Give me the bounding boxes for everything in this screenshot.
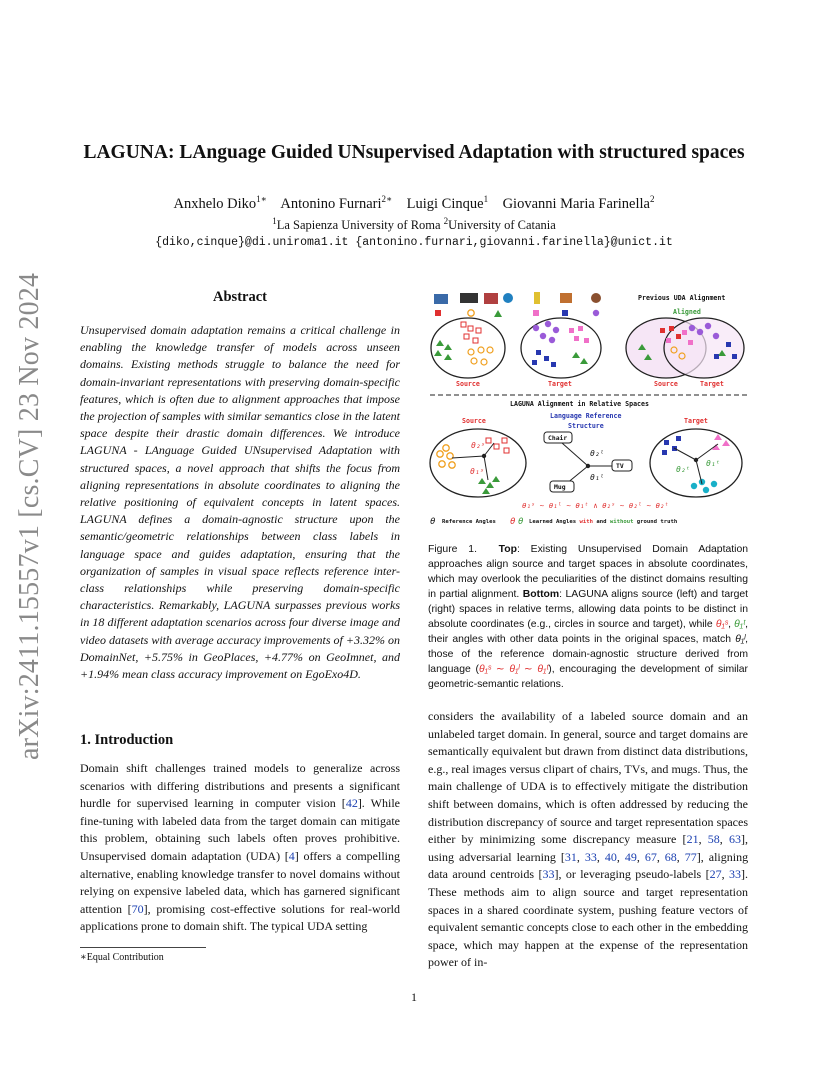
paper-title: LAGUNA: LAnguage Guided UNsupervised Adaptation with structured spaces	[83, 142, 745, 163]
icon-shapes-row	[435, 310, 599, 317]
theta-t1-label: θ₁ᵗ	[706, 459, 721, 468]
citation-link[interactable]: 33	[542, 867, 555, 882]
source-points	[434, 322, 493, 365]
author-4: Giovanni Maria Farinella$^2$	[502, 194, 655, 212]
legend-theta-red-icon: θ	[510, 517, 516, 527]
author-1: Anxhelo Diko$^{1∗}$	[173, 194, 267, 212]
citation-link[interactable]: 31	[564, 849, 577, 864]
footnote: ∗Equal Contribution	[80, 952, 164, 963]
paragraph-text: ,	[719, 832, 729, 847]
citation-link[interactable]: 58	[707, 832, 720, 847]
paragraph-text: ,	[656, 849, 665, 864]
paragraph-text: ]. These methods aim to align source and target representation spaces in a shared coordinate system, pushing feature vectors of equivalent semantic concepts close to each other in the embedding space, which may happen at the expense of the representation power of in-	[428, 867, 748, 970]
theta-l1-label: θ₁ˡ	[590, 473, 605, 482]
paragraph-text: ,	[721, 867, 729, 882]
citation-link[interactable]: 42	[345, 796, 358, 811]
theta-l2-label: θ₂ˡ	[590, 449, 605, 458]
theta-t2-label: θ₂ᵗ	[676, 465, 691, 474]
section-heading-introduction: 1. Introduction	[80, 732, 174, 748]
citation-link[interactable]: 63	[729, 832, 741, 847]
tv-node-label: TV	[616, 462, 624, 470]
author-list	[60, 194, 768, 213]
target-label-aligned: Target	[700, 380, 724, 388]
mug-photo-icon	[484, 293, 498, 304]
paragraph-text: ,	[596, 849, 605, 864]
author-2: Antonino Furnari$^{2∗}$	[280, 194, 393, 212]
citation-link[interactable]: 21	[686, 832, 699, 847]
chair-clipart-icon	[534, 292, 540, 304]
previous-uda-title: Previous UDA Alignment	[638, 294, 726, 302]
language-reference-label-2: Structure	[568, 422, 604, 430]
legend-reference-angles: Reference Angles	[442, 519, 496, 525]
legend-theta-green-icon: θ	[518, 517, 524, 527]
paragraph-text: ,	[676, 849, 685, 864]
tv-clipart-icon	[560, 293, 572, 303]
paragraph-text: ,	[576, 849, 585, 864]
source-label-top: Source	[456, 380, 480, 388]
source-label-bottom: Source	[462, 417, 486, 425]
citation-link[interactable]: 4	[288, 848, 295, 863]
paragraph-text: ]. While fine-tuning with labeled data from the target domain can mitigate this problem, obtaining such labels often proves prohibitive. Unsupervised domain adaptation (UDA) [	[80, 796, 400, 863]
paragraph-text: ], aligning data around centroids [	[428, 849, 749, 882]
paragraph-text: ], using adversarial learning [	[428, 832, 748, 864]
author-3: Luigi Cinque$^1$	[406, 194, 489, 212]
paragraph-text: ], promising cost-effective solutions for real-world applications prone to domain shift. The typical UDA setting	[80, 901, 401, 934]
theta-s1-label: θ₁ˢ	[470, 467, 485, 476]
paragraph-text: ], or leveraging pseudo-labels [	[554, 867, 710, 882]
source-label-aligned: Source	[654, 380, 678, 388]
author-emails: {diko,cinque}@di.uniroma1.it {antonino.furnari,giovanni.farinella}@unict.it	[155, 236, 673, 249]
paragraph-text: considers the availability of a labeled source domain and an unlabeled target domain. In general, source and target domains are semantically equivalent but drawn from distinct data distributions, e.g., real images versus clipart of chairs, TVs, and mugs. Thus, the main challenge of UDA is to effectively mitigate the distribution shift between domains, which is often addressed by reducing the distribution discrepancy of source and target representation spaces either by minimizing some discrepancy measure [	[428, 709, 748, 847]
aligned-label: Aligned	[673, 308, 701, 316]
arxiv-identifier: arXiv:2411.15557v1 [cs.CV] 23 Nov 2024	[14, 272, 45, 760]
theta-s2-label: θ₂ˢ	[471, 441, 486, 450]
citation-link[interactable]: 68	[664, 849, 677, 864]
paragraph-text: ,	[616, 849, 625, 864]
tv-photo-icon	[460, 293, 478, 303]
citation-link[interactable]: 27	[709, 867, 722, 882]
mug-node-label: Mug	[554, 483, 566, 491]
citation-link[interactable]: 77	[684, 849, 697, 864]
introduction-continued-paragraph	[428, 708, 748, 972]
angle-relation: θ₁ˢ ∼ θ₁ˡ ∼ θ₁ᵗ ∧ θ₂ˢ ∼ θ₂ˡ ∼ θ₂ᵗ	[522, 501, 669, 510]
abstract-heading: Abstract	[213, 289, 267, 305]
paragraph-text: ,	[636, 849, 645, 864]
paragraph-text: ,	[698, 832, 708, 847]
language-reference-label-1: Language Reference	[550, 412, 622, 420]
citation-link[interactable]: 67	[644, 849, 657, 864]
target-points	[532, 321, 589, 367]
mug-clipart-icon	[591, 293, 601, 303]
legend-theta-icon: θ	[430, 517, 436, 527]
domain-icons-row	[434, 292, 601, 304]
figure-1-caption: Figure 1. Top: Existing Unsupervised Domain Adaptation approaches align source and target spaces in absolute coordinates, which may overlook the peculiarities of the distinct domains resulting in partial alignment. Bottom: LAGUNA aligns source (left) and target (right) spaces in relative terms, allowing data points to be distinct in absolute coordinates (e.g., circles in source and target), while θ₁ˢ, θ₁ᵗ, their angles with other data points in the original spaces, match θ₁ˡ, those of the reference domain-agnostic structure derived from language (θ₁ˢ ∼ θ₁ˡ ∼ θ₁ᵗ), encouraging the development of similar geometric-semantic relations.	[428, 544, 749, 690]
target-label-top: Target	[548, 380, 572, 388]
citation-link[interactable]: 49	[624, 849, 637, 864]
laguna-alignment-title: LAGUNA Alignment in Relative Spaces	[510, 400, 649, 408]
citation-link[interactable]: 40	[604, 849, 617, 864]
introduction-paragraph	[80, 760, 400, 936]
chair-photo-icon	[434, 294, 448, 304]
chair-node-label: Chair	[548, 434, 568, 442]
page-number: 1	[411, 990, 417, 1004]
legend-learned-angles: Learned Angles with and without ground truth	[529, 519, 678, 525]
paragraph-text: Domain shift challenges trained models to generalize across scenarios with differing distributions and presents a significant hurdle for supervised learning in computer vision [	[80, 761, 400, 811]
paragraph-text: ] offers a compelling alternative, enabling knowledge transfer to novel domains without relying on expensive labeled data, which has garnered significant attention [	[80, 848, 401, 916]
footnote-divider	[80, 947, 206, 948]
citation-link[interactable]: 33	[584, 849, 597, 864]
target-label-bottom: Target	[684, 417, 708, 425]
citation-link[interactable]: 33	[729, 867, 741, 882]
mug-photo-icon-2	[503, 293, 513, 303]
figure-1	[426, 288, 752, 528]
citation-link[interactable]: 70	[131, 901, 144, 916]
affiliations: $^1$La Sapienza University of Roma $^2$University of Catania	[272, 216, 556, 233]
abstract-text: Unsupervised domain adaptation remains a critical challenge in enabling the knowledge transfer of models across unseen domains. Existing methods struggle to balance the need for domain-invariant representations with preserving domain-specific features, which is often due to alignment approaches that impose the projection of samples with similar semantics close in the latent space despite their drastic domain differences. We introduce LAGUNA - LAnguage Guided UNsupervised Adaptation with structured spaces, a novel approach that shifts the focus from aligning representations in absolute coordinates to aligning the relative positioning of equivalent concepts in latent spaces. LAGUNA defines a domain-agnostic structure upon the semantic/geometric relationships between class labels in language space and guides adaptation, ensuring that the organization of samples in visual space reflects reference inter-class relationships while preserving domain-specific characteristics. Remarkably, LAGUNA surpasses previous works in 18 different adaptation scenarios across four diverse image and video datasets with average accuracy improvements of +3.32% on DomainNet, +5.75% in GeoPlaces, +4.77% on GeoImnet, and +1.94% mean class accuracy improvement on EgoExo4D.	[80, 323, 400, 682]
